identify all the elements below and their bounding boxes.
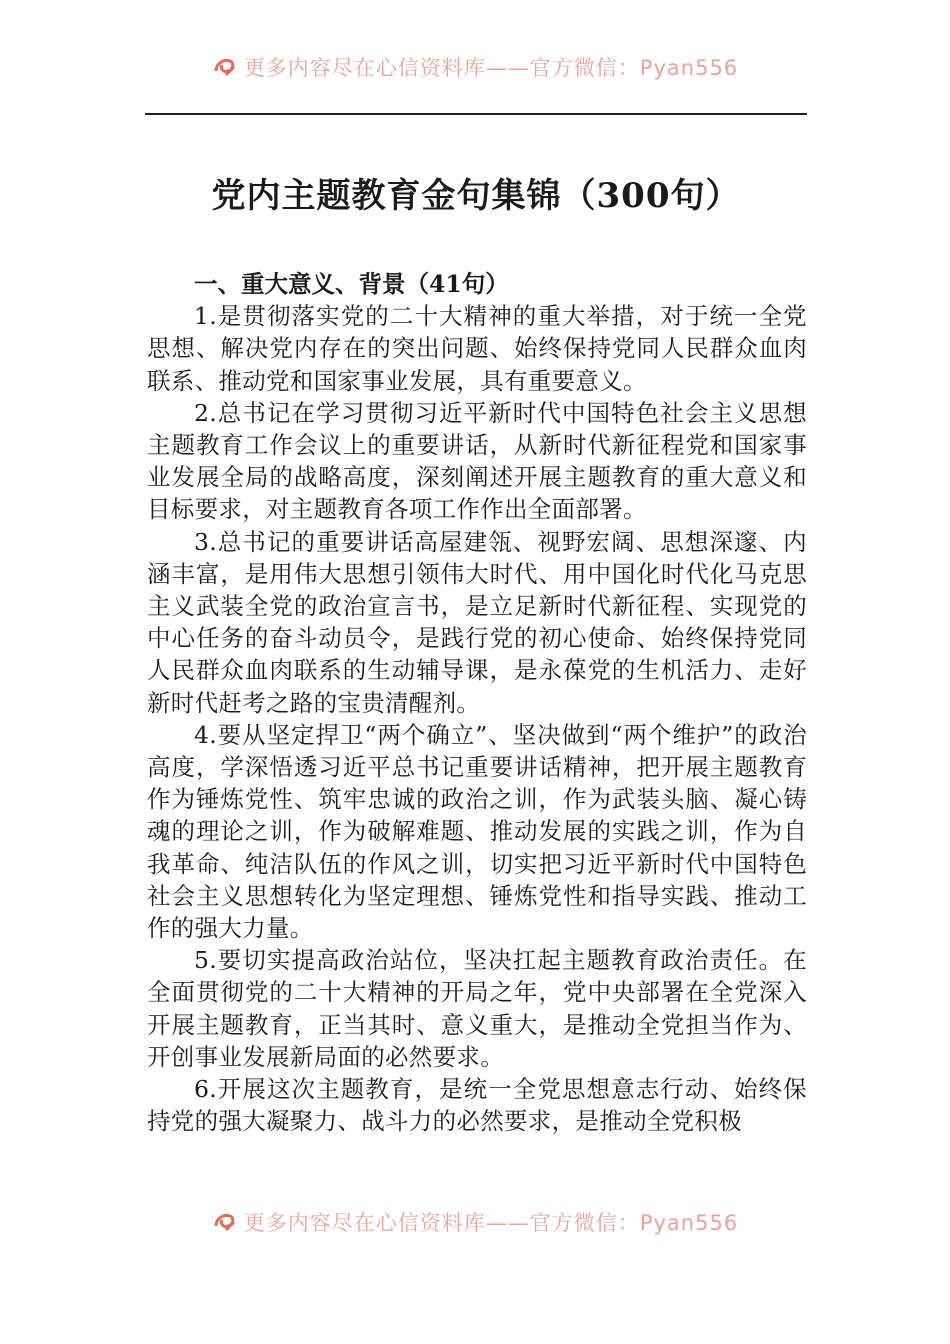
- page-title: 党内主题教育金句集锦（300句）: [211, 176, 741, 216]
- paragraph-6: 6.开展这次主题教育，是统一全党思想意志行动、始终保持党的强大凝聚力、战斗力的必然要求，是推动全党积极: [147, 1075, 807, 1136]
- watermark-logo-icon: [212, 55, 238, 79]
- header-rule: [145, 113, 807, 115]
- watermark-logo-icon: [212, 1210, 238, 1234]
- section-heading: 一、重大意义、背景（41句）: [194, 270, 509, 298]
- watermark-top: [0, 50, 950, 84]
- paragraph-4: 4.要从坚定捍卫“两个确立”、坚决做到“两个维护”的政治高度，学深悟透习近平总书记重要讲话精神，把开展主题教育作为锤炼党性、筑牢忠诚的政治之训，作为武装头脑、凝心铸魂的理论之训，作为破解难题、推动发展的实践之训，作为自我革命、纯洁队伍的作风之训，切实把习近平新时代中国特色社会主义思想转化为坚定理想、锤炼党性和指导实践、推动工作的强大力量。: [147, 720, 807, 943]
- watermark-bottom: [0, 1205, 950, 1239]
- watermark-text: 更多内容尽在心信资料库——官方微信：Pyan556: [243, 56, 739, 80]
- paragraph-1: 1.是贯彻落实党的二十大精神的重大举措，对于统一全党思想、解决党内存在的突出问题、始终保持党同人民群众血肉联系、推动党和国家事业发展，具有重要意义。: [147, 302, 807, 395]
- paragraph-5: 5.要切实提高政治站位，坚决扛起主题教育政治责任。在全面贯彻党的二十大精神的开局之年，党中央部署在全党深入开展主题教育，正当其时、意义重大，是推动全党担当作为、开创事业发展新局面的必然要求。: [147, 946, 807, 1071]
- paragraph-2: 2.总书记在学习贯彻习近平新时代中国特色社会主义思想主题教育工作会议上的重要讲话，从新时代新征程党和国家事业发展全局的战略高度，深刻阐述开展主题教育的重大意义和目标要求，对主题教育各项工作作出全面部署。: [147, 398, 807, 524]
- watermark-text: 更多内容尽在心信资料库——官方微信：Pyan556: [243, 1211, 739, 1235]
- document-body: [147, 268, 807, 1137]
- paragraph-3: 3.总书记的重要讲话高屋建瓴、视野宏阔、思想深邃、内涵丰富，是用伟大思想引领伟大时代、用中国化时代化马克思主义武装全党的政治宣言书，是立足新时代新征程、实现党的中心任务的奋斗动员令，是践行党的初心使命、始终保持党同人民群众血肉联系的生动辅导课，是永葆党的生机活力、走好新时代赶考之路的宝贵清醒剂。: [147, 527, 807, 717]
